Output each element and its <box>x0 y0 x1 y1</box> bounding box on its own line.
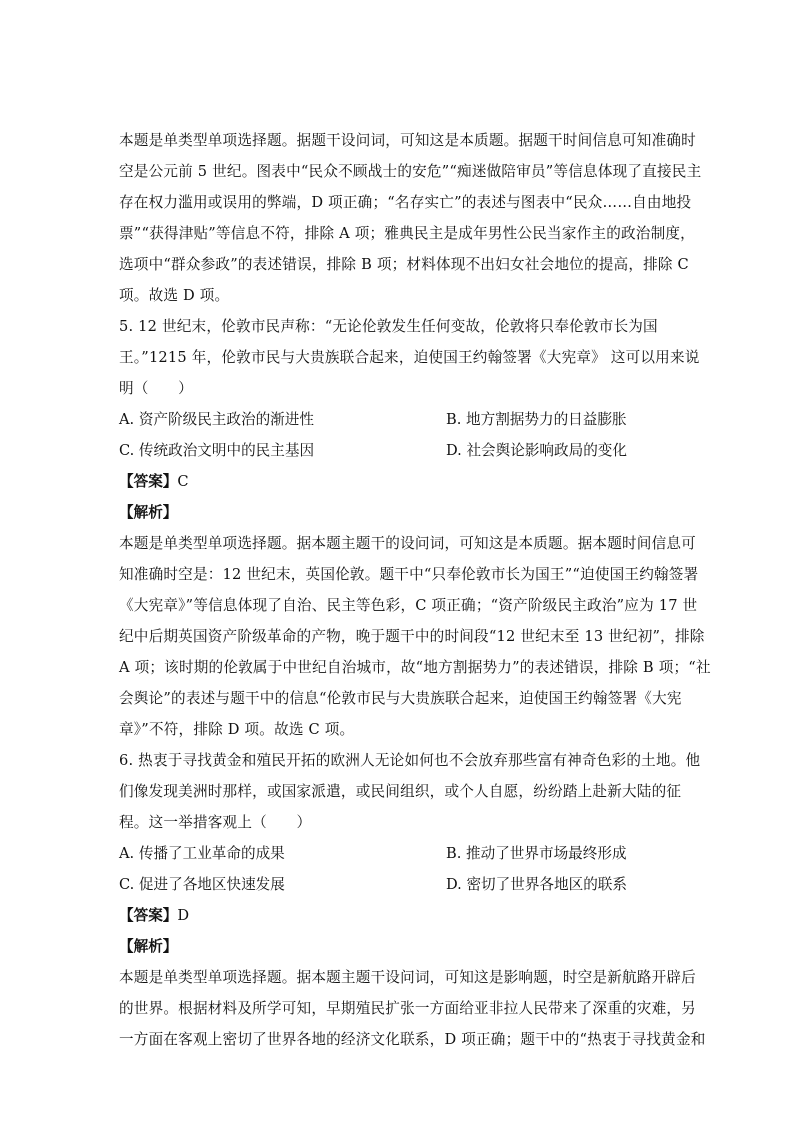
q6-option-a: A. 传播了工业革命的成果 <box>119 845 285 862</box>
q6-analysis-line: 本题是单类型单项选择题。据本题主题干设问词，可知这是影响题，时空是新航路开辟后 <box>119 969 696 986</box>
q6-option-d: D. 密切了世界各地区的联系 <box>446 876 627 893</box>
q5-stem-line: 5. 12 世纪末，伦敦市民声称：“无论伦敦发生任何变故，伦敦将只奉伦敦市长为国 <box>119 318 658 335</box>
prev-analysis-line: 选项中“群众参政”的表述错误，排除 B 项；材料体现不出妇女社会地位的提高，排除 C <box>119 256 689 273</box>
prev-analysis-line: 空是公元前 5 世纪。图表中“民众不顾战士的安危”“痴迷做陪审员”等信息体现了直接民主 <box>119 163 702 180</box>
q5-analysis-line: 会舆论”的表述与题干中的信息“伦敦市民与大贵族联合起来，迫使国王约翰签署《大宪 <box>119 690 682 707</box>
q5-analysis-line: A 项；该时期的伦敦属于中世纪自治城市，故“地方割据势力”的表述错误，排除 B 项；“社 <box>119 659 711 676</box>
q5-option-c: C. 传统政治文明中的民主基因 <box>119 442 315 459</box>
q5-analysis-line: 《大宪章》”等信息体现了自治、民主等色彩，C 项正确；“资产阶级民主政治”应为 17 世 <box>119 597 698 614</box>
q6-option-c: C. 促进了各地区快速发展 <box>119 876 285 893</box>
q6-stem-line: 程。这一举措客观上（ ） <box>119 814 312 831</box>
q6-answer-value: D <box>177 907 190 924</box>
q6-answer-label: 【答案】 <box>119 907 178 924</box>
q5-analysis-label: 【解析】 <box>119 504 178 521</box>
q5-option-b: B. 地方割据势力的日益膨胀 <box>446 411 627 428</box>
q6-option-b: B. 推动了世界市场最终形成 <box>446 845 627 862</box>
prev-analysis-line: 票”“获得津贴”等信息不符，排除 A 项；雅典民主是成年男性公民当家作主的政治制度， <box>119 225 695 242</box>
q5-stem-line: 王。”1215 年，伦敦市民与大贵族联合起来，迫使国王约翰签署《大宪章》 这可以用来说 <box>119 349 700 366</box>
q6-analysis-line: 的世界。根据材料及所学可知，早期殖民扩张一方面给亚非拉人民带来了深重的灾难，另 <box>119 1000 696 1017</box>
prev-analysis-line: 本题是单类型单项选择题。据题干设问词，可知这是本质题。据题干时间信息可知准确时 <box>119 132 696 149</box>
q5-option-a: A. 资产阶级民主政治的渐进性 <box>119 411 314 428</box>
q5-analysis-line: 知准确时空是：12 世纪末，英国伦敦。题干中“只奉伦敦市长为国王”“迫使国王约翰签署 <box>119 566 699 583</box>
q5-answer-label: 【答案】 <box>119 473 178 490</box>
q5-answer <box>119 472 189 492</box>
q6-stem-line: 6. 热衷于寻找黄金和殖民开拓的欧洲人无论如何也不会放弃那些富有神奇色彩的土地。他 <box>119 752 701 769</box>
q6-stem-line: 们像发现美洲时那样，或国家派遣，或民间组织，或个人自愿，纷纷踏上赴新大陆的征 <box>119 783 682 800</box>
q6-analysis-heading <box>119 937 177 957</box>
q5-analysis-heading <box>119 503 177 523</box>
q6-answer <box>119 906 189 926</box>
q5-analysis-line: 本题是单类型单项选择题。据本题主题干的设问词，可知这是本质题。据本题时间信息可 <box>119 535 696 552</box>
prev-analysis-line: 项。故选 D 项。 <box>119 287 230 304</box>
q5-answer-value: C <box>177 473 189 490</box>
q5-analysis-line: 章》”不符，排除 D 项。故选 C 项。 <box>119 721 355 738</box>
prev-analysis-line: 存在权力滥用或误用的弊端，D 项正确；“名存实亡”的表述与图表中“民众……自由地投 <box>119 194 692 211</box>
q5-option-d: D. 社会舆论影响政局的变化 <box>446 442 627 459</box>
q6-analysis-line: 一方面在客观上密切了世界各地的经济文化联系，D 项正确；题干中的“热衷于寻找黄金和 <box>119 1031 706 1048</box>
q6-analysis-label: 【解析】 <box>119 938 178 955</box>
q5-stem-line: 明（ ） <box>119 380 193 397</box>
q5-analysis-line: 纪中后期英国资产阶级革命的产物，晚于题干中的时间段“12 世纪末至 13 世纪初”，排除 <box>119 628 705 645</box>
